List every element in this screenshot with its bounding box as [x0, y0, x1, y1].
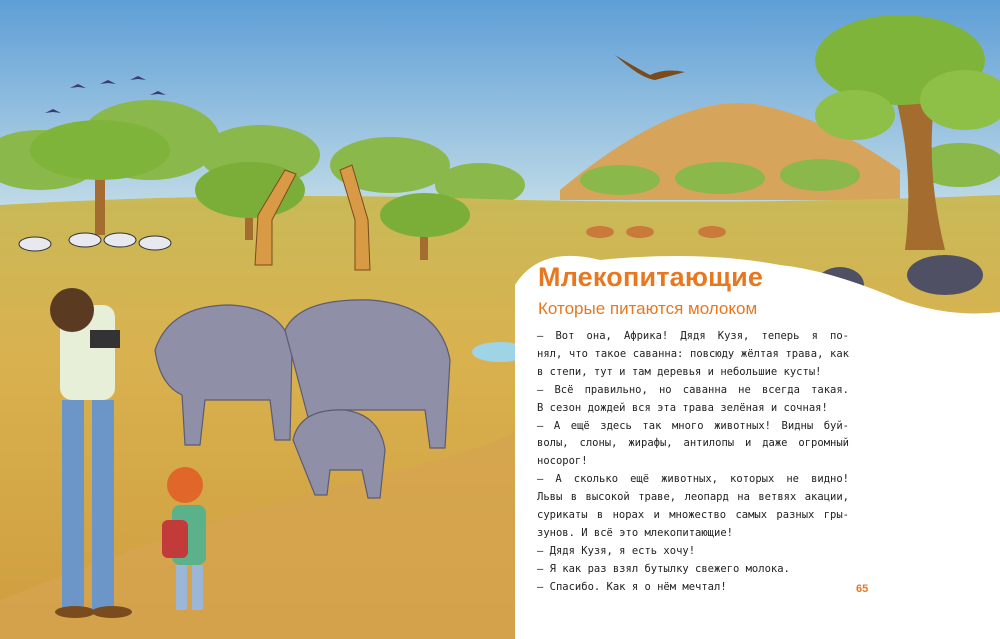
story-text — [537, 328, 849, 597]
page-heading: Млекопитающие — [538, 262, 764, 292]
story-line: Львы в высокой траве, леопард на ветвях акации, — [537, 491, 849, 504]
story-line: в степи, тут и там деревья и небольшие кусты! — [537, 365, 822, 378]
story-line: — Вот она, Африка! Дядя Кузя, теперь я по- — [537, 330, 849, 342]
story-line: — Всё правильно, но саванна не всегда такая. — [537, 383, 849, 396]
page-subheading: Которые питаются молоком — [538, 299, 758, 318]
story-line: сурикаты в норах и множество самых разных гры- — [537, 509, 849, 522]
story-line: В сезон дождей вся эта трава зелёная и сочная! — [537, 401, 828, 414]
story-line: нял, что такое саванна: повсюду жёлтая трава, как — [537, 347, 849, 360]
story-line: — А сколько ещё животных, которых не видно! — [537, 473, 849, 486]
page-number: 65 — [856, 583, 869, 595]
story-line: — Дядя Кузя, я есть хочу! — [537, 544, 696, 557]
story-line: носорог! — [537, 455, 588, 468]
story-line: — Спасибо. Как я о нём мечтал! — [537, 580, 727, 593]
story-line: зунов. И всё это млекопитающие! — [537, 526, 733, 539]
story-line: волы, слоны, жирафы, антилопы и даже огромный — [537, 437, 849, 450]
story-line: — Я как раз взял бутылку свежего молока. — [537, 562, 790, 575]
story-line: — А ещё здесь так много животных! Видны буй- — [537, 419, 849, 432]
